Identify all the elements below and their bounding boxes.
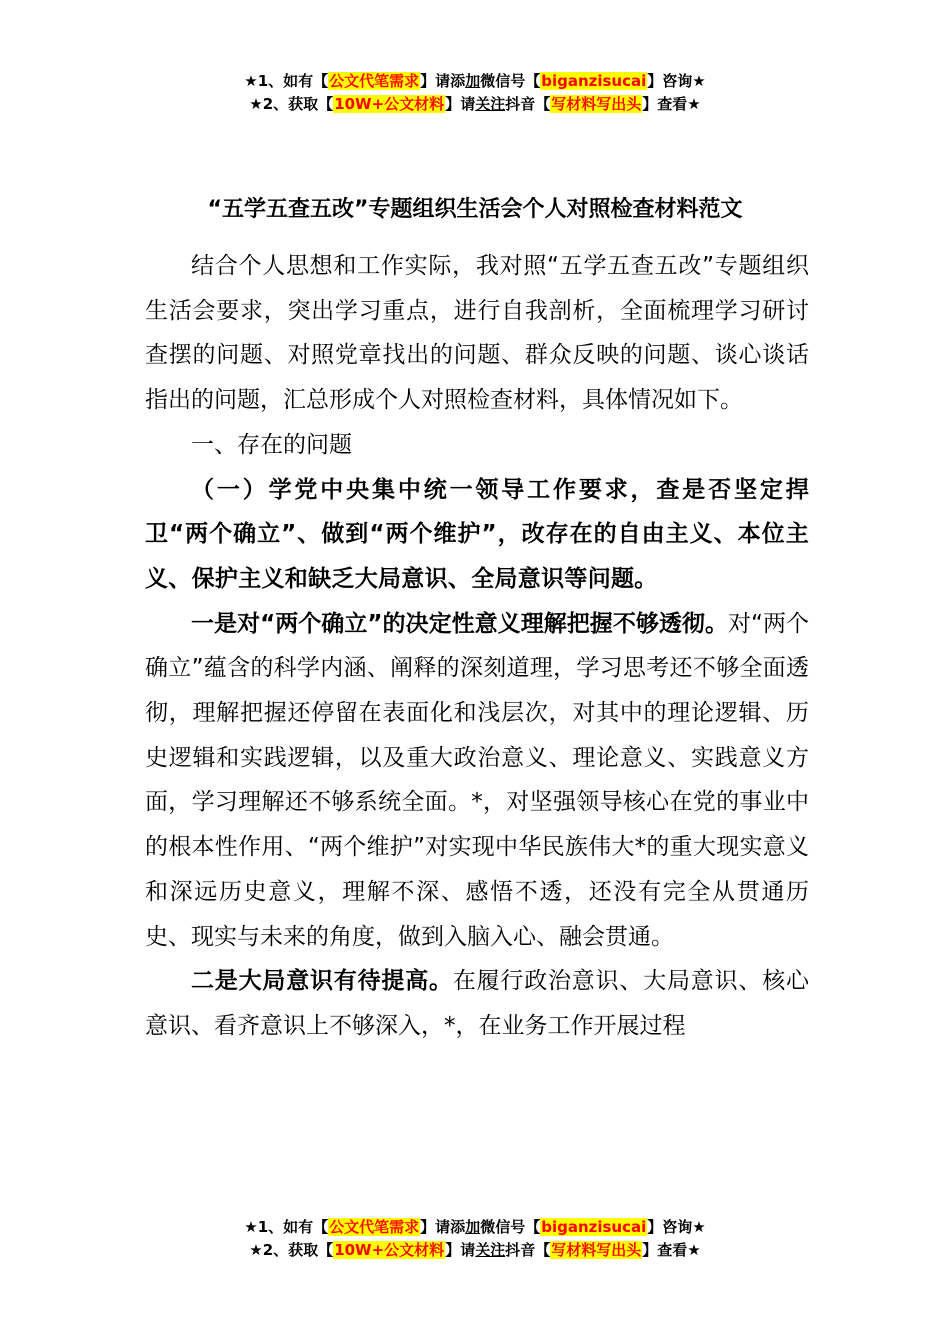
document-body bbox=[145, 244, 809, 1049]
section-heading: 一、存在的问题 bbox=[191, 431, 352, 458]
promo-line-2 bbox=[0, 93, 950, 116]
promo-text: 】咨询★ bbox=[647, 72, 706, 90]
promo-underline: 关注 bbox=[475, 1241, 506, 1259]
promo-line-1 bbox=[0, 70, 950, 93]
promo-banner-top bbox=[0, 70, 950, 116]
promo-text: 微信号【 bbox=[480, 1218, 541, 1236]
promo-text: 微信号【 bbox=[480, 72, 541, 90]
promo-text: 】请添 bbox=[420, 1218, 466, 1236]
promo-banner-bottom bbox=[0, 1216, 950, 1262]
promo-text: 】请 bbox=[445, 95, 476, 113]
point-lead: 一是对“两个确立”的决定性意义理解把握不够透彻。 bbox=[191, 610, 728, 637]
promo-text: 】查看★ bbox=[642, 95, 701, 113]
promo-text: ★1、如有【 bbox=[244, 1218, 329, 1236]
point-body: 对“两个确立”蕴含的科学内涵、阐释的深刻道理，学习思考还不够全面透彻，理解把握还停留在表面化和浅层次，对其中的理论逻辑、历史逻辑和实践逻辑，以及重大政治意义、理论意义、实践意义方面，学习理解还不够系统全面。*，对坚强领导核心在党的事业中的根本性作用、“两个维护”对实现中华民族伟大*的重大现实意义和深远历史意义，理解不深、感悟不透，还没有完全从贯通历史、现实与未来的角度，做到入脑入心、融会贯通。 bbox=[145, 610, 809, 950]
promo-text: 】请 bbox=[445, 1241, 476, 1259]
promo-highlight: 公文代笔需求 bbox=[329, 1218, 420, 1236]
promo-text: ★2、获取【 bbox=[249, 1241, 334, 1259]
intro-paragraph: 结合个人思想和工作实际，我对照“五学五查五改”专题组织生活会要求，突出学习重点，进行自我剖析，全面梳理学习研讨查摆的问题、对照党章找出的问题、群众反映的问题、谈心谈话指出的问题，汇总形成个人对照检查材料，具体情况如下。 bbox=[145, 253, 809, 414]
promo-highlight: 写材料写出头 bbox=[551, 1241, 642, 1259]
promo-highlight: 公文代笔需求 bbox=[329, 72, 420, 90]
promo-highlight: biganzisucai bbox=[541, 72, 647, 90]
promo-text: 】查看★ bbox=[642, 1241, 701, 1259]
promo-highlight: biganzisucai bbox=[541, 1218, 647, 1236]
promo-highlight: 10W+公文材料 bbox=[334, 95, 445, 113]
point-body: 在履行政治意识、大局意识、核心意识、看齐意识上不够深入，*，在业务工作开展过程 bbox=[145, 968, 810, 1039]
subsection-heading: （一）学党中央集中统一领导工作要求，查是否坚定捍卫“两个确立”、做到“两个维护”，改存在的自由主义、本位主义、保护主义和缺乏大局意识、全局意识等问题。 bbox=[145, 476, 809, 592]
promo-text: 抖音【 bbox=[505, 95, 551, 113]
promo-line-2 bbox=[0, 1239, 950, 1262]
document-title: “五学五查五改”专题组织生活会个人对照检查材料范文 bbox=[207, 197, 743, 222]
promo-highlight: 10W+公文材料 bbox=[334, 1241, 445, 1259]
promo-text: 】咨询★ bbox=[647, 1218, 706, 1236]
promo-text: 抖音【 bbox=[505, 1241, 551, 1259]
promo-text: ★1、如有【 bbox=[244, 72, 329, 90]
promo-text: 】请添 bbox=[420, 72, 466, 90]
promo-highlight: 写材料写出头 bbox=[551, 95, 642, 113]
promo-line-1 bbox=[0, 1216, 950, 1239]
promo-underline: 关注 bbox=[475, 95, 506, 113]
point-paragraph-1 bbox=[145, 602, 809, 960]
promo-underline: 加 bbox=[465, 1218, 481, 1236]
point-paragraph-2 bbox=[145, 959, 809, 1048]
point-lead: 二是大局意识有待提高。 bbox=[191, 968, 453, 995]
promo-underline: 加 bbox=[465, 72, 481, 90]
promo-text: ★2、获取【 bbox=[249, 95, 334, 113]
